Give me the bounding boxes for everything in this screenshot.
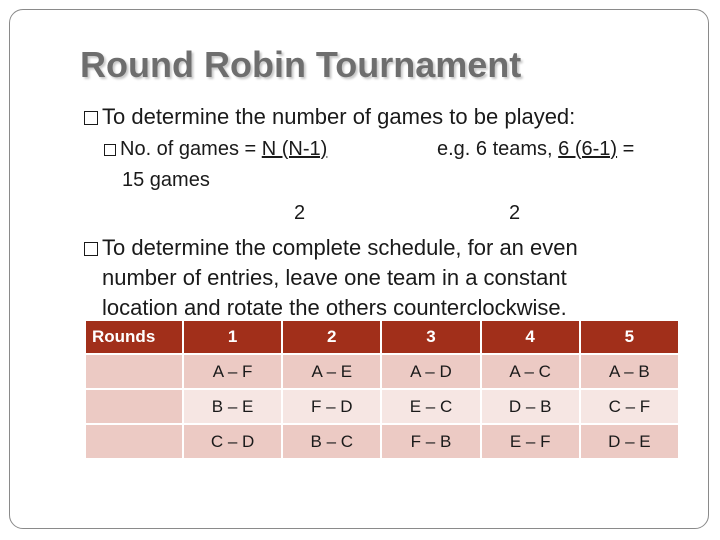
table-cell: E – C <box>381 389 480 424</box>
table-cell: F – B <box>381 424 480 459</box>
example-result: 15 games <box>122 169 210 191</box>
table-row <box>85 389 679 424</box>
table-cell: A – F <box>183 354 282 389</box>
table-row <box>85 354 679 389</box>
bullet-schedule <box>84 237 578 259</box>
table-row <box>85 424 679 459</box>
table-cell: B – E <box>183 389 282 424</box>
bullet-games-count-text: To determine the number of games to be played: <box>102 104 576 129</box>
round-header: 1 <box>183 320 282 354</box>
formula-prefix: No. of games = <box>120 138 262 160</box>
bullet-schedule-line3: location and rotate the others counterclockwise. <box>102 295 567 320</box>
formula-numerator: N (N-1) <box>261 138 328 160</box>
round-header: 3 <box>381 320 480 354</box>
rounds-header: Rounds <box>85 320 183 354</box>
rounds-table <box>84 319 680 460</box>
example-prefix: e.g. 6 teams, <box>437 138 559 160</box>
table-cell <box>85 389 183 424</box>
example-denominator: 2 <box>509 202 521 224</box>
example-line <box>437 139 634 159</box>
table-cell: B – C <box>282 424 381 459</box>
table-header-row <box>85 320 679 354</box>
table-cell: C – F <box>580 389 679 424</box>
table-cell: E – F <box>481 424 580 459</box>
table-cell: A – C <box>481 354 580 389</box>
bullet-schedule-line1: To determine the complete schedule, for an even <box>102 235 578 260</box>
table-cell: C – D <box>183 424 282 459</box>
table-cell: A – E <box>282 354 381 389</box>
formula-denominator: 2 <box>294 202 306 224</box>
square-bullet-icon <box>104 144 116 156</box>
example-numerator: 6 (6-1) <box>558 138 618 160</box>
round-header: 2 <box>282 320 381 354</box>
round-header: 5 <box>580 320 679 354</box>
slide-title: Round Robin Tournament <box>80 44 522 85</box>
table-cell: F – D <box>282 389 381 424</box>
table-cell: A – D <box>381 354 480 389</box>
table-cell: D – B <box>481 389 580 424</box>
table-cell <box>85 424 183 459</box>
bullet-schedule-line2: number of entries, leave one team in a constant <box>102 265 567 290</box>
round-header: 4 <box>481 320 580 354</box>
example-suffix: = <box>617 138 635 160</box>
table-cell <box>85 354 183 389</box>
formula-line <box>104 139 327 159</box>
square-bullet-icon <box>84 111 98 125</box>
table-cell: A – B <box>580 354 679 389</box>
square-bullet-icon <box>84 242 98 256</box>
bullet-games-count <box>84 106 575 128</box>
table-cell: D – E <box>580 424 679 459</box>
